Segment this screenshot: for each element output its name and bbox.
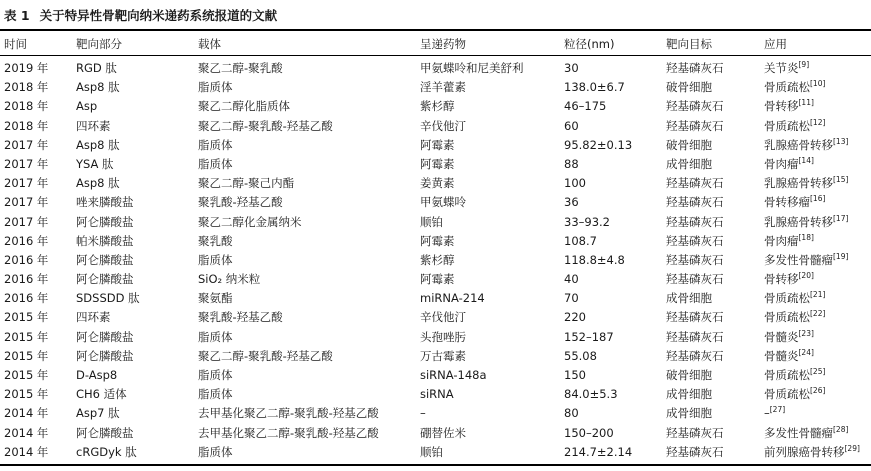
cell-year: 2017 年 <box>4 176 49 191</box>
application-text: 骨肉瘤 <box>764 156 799 171</box>
cell-drug: 甲氨蝶呤和尼美舒利 <box>420 61 524 75</box>
cell-application <box>764 78 870 97</box>
cell-year: 2014 年 <box>4 444 49 459</box>
cell-target: 羟基磷灰石 <box>666 176 724 191</box>
cell-carrier: 去甲基化聚乙二醇-聚乳酸-羟基乙酸 <box>198 406 379 421</box>
cell-application <box>764 59 870 78</box>
application-text: 骨质疏松 <box>764 368 810 382</box>
application-text: 前列腺癌骨转移 <box>764 444 845 459</box>
cell-targeting-moiety: 阿仑膦酸盐 <box>76 348 134 363</box>
cell-carrier: 聚乙二醇-聚己内酯 <box>198 176 295 191</box>
cell-targeting-moiety: 阿仑膦酸盐 <box>76 329 134 344</box>
cell-particle-size: 100 <box>564 176 586 191</box>
cell-application <box>764 328 870 347</box>
cell-targeting-moiety: 阿仑膦酸盐 <box>76 425 134 440</box>
table-row <box>0 347 871 366</box>
cell-particle-size: 152–187 <box>564 329 614 344</box>
cell-drug: 阿霉素 <box>420 137 455 152</box>
table-row <box>0 366 871 385</box>
application-text: 多发性骨髓瘤 <box>764 425 833 440</box>
cell-year: 2018 年 <box>4 99 49 114</box>
cell-application <box>764 308 870 327</box>
cell-application <box>764 366 870 385</box>
cell-carrier: 聚乙二醇-聚乳酸-羟基乙酸 <box>198 348 333 363</box>
application-text: 乳腺癌骨转移 <box>764 176 833 191</box>
application-text: 骨质疏松 <box>764 118 810 133</box>
cell-target: 羟基磷灰石 <box>666 348 724 363</box>
application-text: 骨质疏松 <box>764 291 810 306</box>
table-row <box>0 270 871 289</box>
cell-carrier: 脂质体 <box>198 387 233 402</box>
cell-targeting-moiety: SDSSDD 肽 <box>76 291 140 306</box>
table-caption <box>4 6 277 26</box>
cell-drug: – <box>420 406 426 421</box>
cell-target: 破骨细胞 <box>666 137 712 152</box>
cell-carrier: 聚乳酸-羟基乙酸 <box>198 195 283 210</box>
application-text: 骨髓炎 <box>764 329 799 344</box>
cell-year: 2016 年 <box>4 291 49 306</box>
application-text: 骨肉瘤 <box>764 233 799 248</box>
cell-application <box>764 289 870 308</box>
cell-carrier: 聚乙二醇化脂质体 <box>198 99 290 114</box>
application-text: 骨质疏松 <box>764 387 810 402</box>
reference-marker: [26] <box>810 386 826 396</box>
cell-year: 2019 年 <box>4 61 49 75</box>
cell-application <box>764 117 870 136</box>
reference-marker: [18] <box>798 232 814 242</box>
cell-application <box>764 213 870 232</box>
cell-drug: 辛伐他汀 <box>420 310 466 325</box>
cell-carrier: 脂质体 <box>198 137 233 152</box>
reference-marker: [29] <box>844 443 860 453</box>
table-row <box>0 117 871 136</box>
cell-particle-size: 95.82±0.13 <box>564 137 633 152</box>
cell-application <box>764 443 870 462</box>
cell-target: 成骨细胞 <box>666 406 712 421</box>
cell-targeting-moiety: CH6 适体 <box>76 387 127 402</box>
application-text: 骨质疏松 <box>764 80 810 95</box>
table-row <box>0 193 871 212</box>
application-text: – <box>764 406 770 421</box>
cell-targeting-moiety: Asp <box>76 99 98 114</box>
table-header <box>0 34 871 54</box>
cell-particle-size: 138.0±6.7 <box>564 80 625 95</box>
cell-particle-size: 80 <box>564 406 579 421</box>
cell-year: 2018 年 <box>4 80 49 95</box>
cell-drug: 顺铂 <box>420 214 443 229</box>
cell-targeting-moiety: 四环素 <box>76 118 111 133</box>
table-row <box>0 232 871 251</box>
cell-particle-size: 55.08 <box>564 348 597 363</box>
cell-year: 2015 年 <box>4 387 49 402</box>
header-targeting-moiety: 靶向部分 <box>76 37 122 51</box>
cell-drug: 阿霉素 <box>420 272 455 287</box>
reference-marker: [20] <box>798 271 814 281</box>
cell-carrier: 脂质体 <box>198 329 233 344</box>
cell-targeting-moiety: 阿仑膦酸盐 <box>76 272 134 287</box>
cell-application <box>764 270 870 289</box>
cell-particle-size: 30 <box>564 61 579 75</box>
reference-marker: [28] <box>833 424 849 434</box>
cell-particle-size: 84.0±5.3 <box>564 387 618 402</box>
cell-year: 2015 年 <box>4 368 49 382</box>
cell-targeting-moiety: 四环素 <box>76 310 111 325</box>
table-title: 关于特异性骨靶向纳米递药系统报道的文献 <box>39 8 278 23</box>
cell-drug: 姜黄素 <box>420 176 455 191</box>
cell-carrier: 脂质体 <box>198 368 233 382</box>
header-time: 时间 <box>4 37 27 51</box>
reference-marker: [27] <box>769 405 786 415</box>
cell-particle-size: 88 <box>564 156 579 171</box>
cell-drug: 辛伐他汀 <box>420 118 466 133</box>
cell-application <box>764 404 870 423</box>
table-row <box>0 385 871 404</box>
cell-target: 破骨细胞 <box>666 368 712 382</box>
table-number: 表 1 <box>4 8 30 23</box>
cell-particle-size: 70 <box>564 291 579 306</box>
cell-year: 2015 年 <box>4 348 49 363</box>
cell-year: 2017 年 <box>4 195 49 210</box>
table-row <box>0 136 871 155</box>
cell-target: 羟基磷灰石 <box>666 329 724 344</box>
cell-targeting-moiety: RGD 肽 <box>76 61 117 75</box>
cell-carrier: 聚乙二醇-聚乳酸-羟基乙酸 <box>198 118 333 133</box>
cell-year: 2016 年 <box>4 233 49 248</box>
header-delivered-drug: 呈递药物 <box>420 37 466 51</box>
reference-marker: [15] <box>833 175 849 185</box>
cell-particle-size: 60 <box>564 118 579 133</box>
cell-particle-size: 108.7 <box>564 233 597 248</box>
cell-drug: 万古霉素 <box>420 348 466 363</box>
table-row <box>0 59 871 78</box>
cell-particle-size: 46–175 <box>564 99 607 114</box>
cell-carrier: 去甲基化聚乙二醇-聚乳酸-羟基乙酸 <box>198 425 379 440</box>
cell-year: 2017 年 <box>4 137 49 152</box>
cell-drug: 阿霉素 <box>420 233 455 248</box>
cell-targeting-moiety: 阿仑膦酸盐 <box>76 252 134 267</box>
cell-target: 羟基磷灰石 <box>666 272 724 287</box>
application-text: 骨转移 <box>764 272 799 287</box>
table-row <box>0 174 871 193</box>
reference-marker: [14] <box>798 155 814 165</box>
table-body <box>0 59 871 462</box>
reference-marker: [10] <box>810 79 826 89</box>
header-particle-size: 粒径(nm) <box>564 37 615 51</box>
table-row <box>0 308 871 327</box>
cell-carrier: 脂质体 <box>198 444 233 459</box>
cell-application <box>764 136 870 155</box>
cell-application <box>764 424 870 443</box>
reference-marker: [22] <box>810 309 826 319</box>
cell-year: 2015 年 <box>4 329 49 344</box>
cell-application <box>764 174 870 193</box>
cell-application <box>764 193 870 212</box>
application-text: 骨质疏松 <box>764 310 810 325</box>
application-text: 骨髓炎 <box>764 348 799 363</box>
top-rule <box>0 29 871 31</box>
cell-targeting-moiety: Asp8 肽 <box>76 137 120 152</box>
cell-carrier: 聚乳酸-羟基乙酸 <box>198 310 283 325</box>
cell-carrier: 脂质体 <box>198 80 233 95</box>
cell-drug: 硼替佐米 <box>420 425 466 440</box>
cell-particle-size: 220 <box>564 310 586 325</box>
cell-drug: siRNA <box>420 387 454 402</box>
application-text: 骨转移 <box>764 99 799 114</box>
cell-application <box>764 385 870 404</box>
cell-targeting-moiety: YSA 肽 <box>76 156 114 171</box>
cell-carrier: 脂质体 <box>198 252 233 267</box>
cell-particle-size: 36 <box>564 195 579 210</box>
application-text: 多发性骨髓瘤 <box>764 252 833 267</box>
bottom-rule <box>0 464 871 466</box>
cell-application <box>764 155 870 174</box>
cell-carrier: 聚乙二醇化金属纳米 <box>198 214 302 229</box>
table-row <box>0 424 871 443</box>
table-row <box>0 251 871 270</box>
cell-carrier: 脂质体 <box>198 156 233 171</box>
reference-marker: [16] <box>810 194 826 204</box>
cell-targeting-moiety: cRGDyk 肽 <box>76 444 137 459</box>
cell-application <box>764 97 870 116</box>
cell-particle-size: 150–200 <box>564 425 614 440</box>
cell-carrier: SiO₂ 纳米粒 <box>198 272 261 287</box>
cell-target: 成骨细胞 <box>666 387 712 402</box>
table-row <box>0 78 871 97</box>
table-row <box>0 213 871 232</box>
cell-carrier: 聚乙二醇-聚乳酸 <box>198 61 283 75</box>
cell-targeting-moiety: Asp8 肽 <box>76 176 120 191</box>
cell-targeting-moiety: D-Asp8 <box>76 368 118 382</box>
cell-target: 羟基磷灰石 <box>666 99 724 114</box>
cell-target: 羟基磷灰石 <box>666 252 724 267</box>
reference-marker: [13] <box>833 136 849 146</box>
cell-year: 2017 年 <box>4 214 49 229</box>
cell-year: 2018 年 <box>4 118 49 133</box>
reference-marker: [21] <box>810 290 826 300</box>
table-row <box>0 155 871 174</box>
cell-carrier: 聚乳酸 <box>198 233 233 248</box>
reference-marker: [12] <box>810 117 826 127</box>
cell-drug: 甲氨蝶呤 <box>420 195 466 210</box>
cell-drug: siRNA-148a <box>420 368 487 382</box>
cell-year: 2016 年 <box>4 272 49 287</box>
cell-drug: 阿霉素 <box>420 156 455 171</box>
table-row <box>0 443 871 462</box>
cell-drug: miRNA-214 <box>420 291 485 306</box>
cell-year: 2016 年 <box>4 252 49 267</box>
header-carrier: 载体 <box>198 37 221 51</box>
header-rule <box>0 55 871 56</box>
cell-targeting-moiety: 帕米膦酸盐 <box>76 233 134 248</box>
cell-year: 2017 年 <box>4 156 49 171</box>
cell-particle-size: 118.8±4.8 <box>564 252 625 267</box>
cell-targeting-moiety: 阿仑膦酸盐 <box>76 214 134 229</box>
header-application: 应用 <box>764 37 787 51</box>
cell-target: 成骨细胞 <box>666 291 712 306</box>
cell-drug: 紫杉醇 <box>420 252 455 267</box>
cell-drug: 紫杉醇 <box>420 99 455 114</box>
cell-particle-size: 33–93.2 <box>564 214 610 229</box>
reference-marker: [11] <box>798 98 814 108</box>
cell-year: 2014 年 <box>4 406 49 421</box>
cell-carrier: 聚氨酯 <box>198 291 233 306</box>
cell-target: 羟基磷灰石 <box>666 195 724 210</box>
cell-year: 2014 年 <box>4 425 49 440</box>
reference-marker: [25] <box>810 367 826 376</box>
header-target: 靶向目标 <box>666 37 712 51</box>
table-row <box>0 328 871 347</box>
cell-target: 破骨细胞 <box>666 80 712 95</box>
application-text: 关节炎 <box>764 61 799 75</box>
cell-target: 羟基磷灰石 <box>666 444 724 459</box>
cell-targeting-moiety: Asp7 肽 <box>76 406 120 421</box>
cell-drug: 头孢唑肟 <box>420 329 466 344</box>
table-row <box>0 97 871 116</box>
cell-drug: 淫羊藿素 <box>420 80 466 95</box>
cell-target: 成骨细胞 <box>666 156 712 171</box>
cell-target: 羟基磷灰石 <box>666 425 724 440</box>
cell-targeting-moiety: Asp8 肽 <box>76 80 120 95</box>
reference-marker: [24] <box>798 347 814 357</box>
cell-application <box>764 347 870 366</box>
cell-particle-size: 150 <box>564 368 586 382</box>
application-text: 乳腺癌骨转移 <box>764 214 833 229</box>
table-row <box>0 404 871 423</box>
cell-particle-size: 40 <box>564 272 579 287</box>
cell-year: 2015 年 <box>4 310 49 325</box>
cell-application <box>764 232 870 251</box>
cell-target: 羟基磷灰石 <box>666 61 724 75</box>
reference-marker: [23] <box>798 328 814 338</box>
table-row <box>0 289 871 308</box>
cell-drug: 顺铂 <box>420 444 443 459</box>
cell-application <box>764 251 870 270</box>
application-text: 骨转移瘤 <box>764 195 810 210</box>
cell-target: 羟基磷灰石 <box>666 233 724 248</box>
cell-particle-size: 214.7±2.14 <box>564 444 633 459</box>
reference-marker: [19] <box>833 251 849 261</box>
cell-target: 羟基磷灰石 <box>666 214 724 229</box>
reference-marker: [17] <box>833 213 849 223</box>
cell-targeting-moiety: 唑来膦酸盐 <box>76 195 134 210</box>
cell-target: 羟基磷灰石 <box>666 118 724 133</box>
cell-target: 羟基磷灰石 <box>666 310 724 325</box>
application-text: 乳腺癌骨转移 <box>764 137 833 152</box>
reference-marker: [9] <box>798 60 810 69</box>
